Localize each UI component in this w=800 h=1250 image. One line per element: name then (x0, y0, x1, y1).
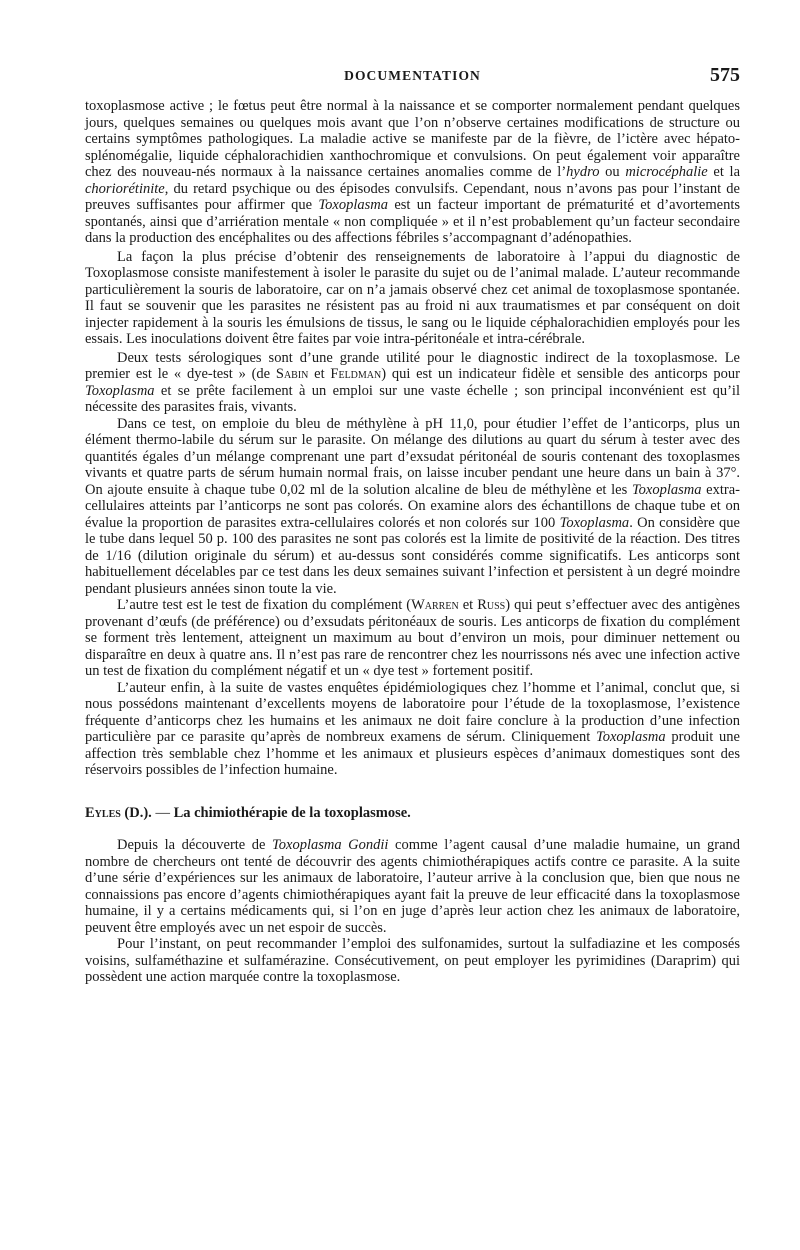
section-author: Eyles (D.). (85, 804, 152, 821)
small-caps-run: Feldman (330, 366, 382, 382)
italic-run: hydro (566, 164, 600, 180)
text-run: comme l’agent causal d’une maladie humaine, un grand nombre de chercheurs ont tenté de découvrir des agents chimiothérapiques actifs contre ce parasite. A la suite d’une série d’expériences sur les animaux de laboratoire, l’auteur arrive à la conclusion que, bien que nous ne connaissions pas encore d’agents chimiothérapiques ayant fait la preuve de leur efficacité dans la toxoplasmose humaine, il y a certains médicaments qui, si l’on en juge d’après leur action chez les animaux de laboratoire, peuvent être employés avec un net espoir de succès. (85, 837, 741, 936)
paragraph (85, 98, 740, 247)
text-run: ou (599, 164, 626, 180)
section-heading (85, 805, 740, 822)
text-run: Deux tests sérologiques sont d’une grande utilité pour le diagnostic indirect de la toxoplasmose. Le premier est le « dye-test » (de (85, 349, 740, 382)
text-run: extra-cellulaires atteints par l’anticorps ne sont pas colorés. On examine alors des échantillons de chaque tube et on évalue la proportion de parasites extra-cellulaires colorés et non colorés sur 100 (85, 481, 740, 531)
text-run: et se prête facilement à un emploi sur une vaste échelle ; son principal inconvénient est qu’il nécessite des parasites frais, vivants. (85, 382, 740, 415)
paragraph (85, 680, 740, 779)
italic-run: choriorétinite (85, 180, 165, 197)
text-run: , du retard psychique ou des épisodes convulsifs. Cependant, nous n’avons pas pour l’instant de preuves suffisantes pour affirmer que (85, 180, 740, 213)
text-run: Pour l’instant, on peut recommander l’emploi des sulfonamides, surtout la sulfadiazine et les composés voisins, sulfaméthazine et sulfamérazine. Consécutivement, on peut employer les pyrimidines (Daraprim) qui possèdent une action marquée contre la toxoplasmose. (85, 936, 740, 985)
text-run: toxoplasmose active ; le fœtus peut être normal à la naissance et se comporter normalement pendant quelques jours, quelques semaines ou quelques mois avant que l’on n’observe certaines modifications de structure ou certains symptômes pathologiques. La maladie active se manifeste par de la fièvre, de l’ictère avec hépato-splénomégalie, liquide céphalorachidien xanthochromique et convulsions. On peut également voir apparaître chez des nouveau-nés normaux à la naissance certaines anomalies comme de l’ (85, 98, 740, 180)
section-dash: — (151, 804, 174, 821)
text-run: L’auteur enfin, à la suite de vastes enquêtes épidémiologiques chez l’homme et l’animal, conclut que, si nous possédons maintenant d’excellents moyens de laboratoire pour l’étude de la toxoplasmose, l’existence fréquente d’anticorps chez les humains et les animaux ne doit faire conclure à la production d’une infection particulière par ce parasite qu’après de nombreux examens de sérum. Cliniquement (85, 679, 740, 745)
text-run: et la (707, 164, 741, 180)
text-run: La façon la plus précise d’obtenir des renseignements de laboratoire à l’appui du diagnostic de Toxoplasmose consiste manifestement à isoler le parasite du sujet ou de l’animal malade. L’auteur recommande particulièrement la souris de laboratoire, car on n’a jamais observé chez cet animal de toxoplasmose spontanée. Il faut se souvenir que les parasites ne résistent pas au froid ni aux traumatismes et par conséquent on doit injecter rapidement à la souris les émulsions de tissus, le sang ou le liquide céphalorachidien employés pour les essais. Les inoculations doivent être faites par voie intra-péritonéale et intra-cérébrale. (85, 248, 740, 347)
paragraph (85, 837, 740, 936)
paragraph (85, 350, 740, 416)
paragraph (85, 597, 740, 680)
small-caps-run: Russ (477, 597, 506, 613)
text-run: ) qui est un indicateur fidèle et sensible des anticorps pour (381, 366, 740, 382)
text-run: et (458, 597, 478, 613)
text-run: Dans ce test, on emploie du bleu de méthylène à pH 11,0, pour étudier l’effet de l’anticorps, plus un élément thermo-labile du sérum sur le parasite. On mélange des dilutions au quart du sérum à tester avec des quantités égales d’un mélange comprenant une part d’exsudat péritonéal de souris contenant des toxoplasmes vivants et quatre parts de sérum humain normal frais, on laisse incuber pendant une heure dans un bain à 37°. On ajoute ensuite à chaque tube 0,02 ml de la solution alcaline de bleu de méthylène et les (85, 415, 740, 498)
text-run: produit une affection très semblable chez l’homme et les animaux et plusieurs espèces d’animaux domestiques sont des réservoirs possibles de l’infection humaine. (85, 729, 740, 778)
small-caps-run: Warren (411, 597, 459, 613)
page-header (85, 64, 740, 86)
paragraph (85, 416, 740, 598)
page-number: 575 (710, 64, 740, 86)
text-run: ) qui peut s’effectuer avec des antigènes provenant d’œufs (de préférence) ou d’exsudats péritonéaux de souris. Les anticorps de fixation du complément se forment très lentement, atteignent un maximum au bout d’environ un mois, pour diminuer nettement ou disparaître en deux à quatre ans. Il n’est pas rare de rencontrer chez les nourrissons nés avec une infection active un test de fixation du complément négatif et un « dye test » fortement positif. (85, 597, 740, 679)
running-title: DOCUMENTATION (344, 68, 481, 83)
text-run: est un facteur important de prématurité et d’avortements spontanés, ainsi que d’arriération mentale « non compliquée » et il n’est probablement qu’un facteur secondaire dans la production des encéphalites ou des affections fébriles s’accompagnant d’adénopathies. (85, 197, 741, 246)
text-run: L’autre test est le test de fixation du complément ( (117, 597, 412, 613)
italic-run: Toxoplasma (596, 729, 666, 745)
text-run: et (308, 366, 331, 382)
small-caps-run: Sabin (275, 366, 309, 382)
paragraph (85, 936, 740, 986)
italic-run: Toxoplasma (559, 514, 630, 531)
italic-run: Toxoplasma (631, 481, 702, 498)
text-run: Depuis la découverte de (117, 837, 273, 853)
section-title: La chimiothérapie de la toxoplasmose. (173, 804, 411, 821)
italic-run: Toxoplasma (318, 197, 388, 213)
italic-run: Toxoplasma (85, 382, 155, 399)
paragraph (85, 249, 740, 348)
italic-run: Toxoplasma Gondii (272, 837, 389, 853)
text-run: . On considère que le tube dans lequel 50 p. 100 des parasites ne sont pas colorés est la limite de positivité de la réaction. Des titres de 1/16 (dilution originale du sérum) et au-dessus sont considérés comme significatifs. Les anticorps sont habituellement décelables par ce test dans les deux semaines suivant l’infection et persistent à un degré moindre pendant plusieurs années sinon toute la vie. (85, 514, 740, 597)
article-body (85, 98, 740, 986)
italic-run: microcéphalie (625, 164, 708, 180)
